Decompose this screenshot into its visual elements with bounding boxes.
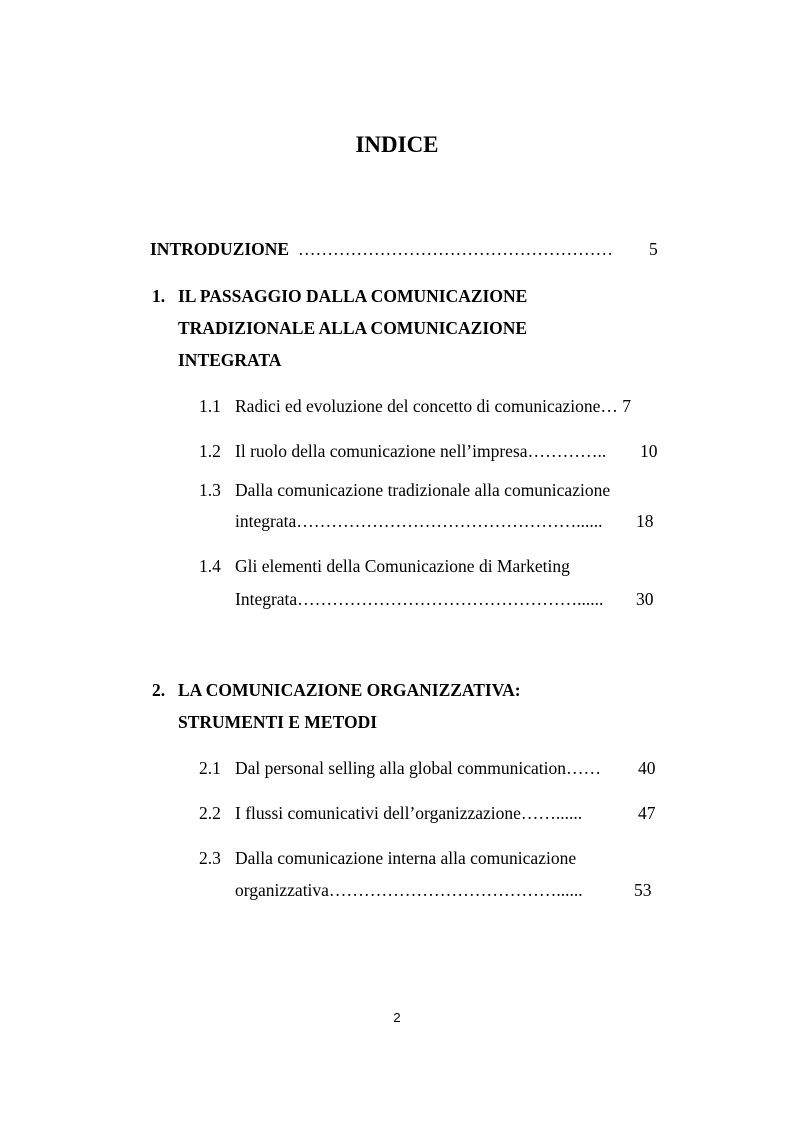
- chapter-title-line: IL PASSAGGIO DALLA COMUNICAZIONE: [178, 286, 528, 306]
- toc-leader-dots: ………………………………………………: [298, 239, 613, 259]
- chapter-number: 1.: [152, 286, 166, 306]
- chapter-title-line: LA COMUNICAZIONE ORGANIZZATIVA:: [178, 680, 521, 700]
- chapter-title-line: STRUMENTI E METODI: [178, 712, 378, 732]
- section-title: I flussi comunicativi dell’organizzazione……......: [235, 803, 583, 823]
- toc-page-number: 10: [640, 441, 658, 461]
- section-title: Il ruolo della comunicazione nell’impresa…………..: [235, 441, 607, 461]
- chapter-title-line: INTEGRATA: [178, 350, 282, 370]
- section-number: 2.2: [199, 803, 221, 823]
- toc-page-number: 53: [634, 880, 652, 900]
- section-number: 1.1: [199, 396, 221, 416]
- chapter-title-line: TRADIZIONALE ALLA COMUNICAZIONE: [178, 318, 528, 338]
- toc-page-number: 18: [636, 511, 654, 531]
- page-footer-number: 2: [393, 1010, 401, 1025]
- section-number: 1.2: [199, 441, 221, 461]
- chapter-number: 2.: [152, 680, 166, 700]
- section-title-continued: Integrata…………………………………………......: [235, 589, 604, 609]
- page-title: INDICE: [355, 132, 439, 157]
- section-number: 1.4: [199, 556, 221, 576]
- toc-page-number: 47: [638, 803, 656, 823]
- section-title: Gli elementi della Comunicazione di Marketing: [235, 556, 570, 576]
- section-number: 2.1: [199, 758, 221, 778]
- section-title: Dal personal selling alla global communication……: [235, 758, 601, 778]
- toc-label: INTRODUZIONE: [150, 239, 290, 259]
- section-number: 1.3: [199, 480, 221, 500]
- toc-page-number: 5: [649, 239, 658, 259]
- section-title-continued: organizzativa…………………………………......: [235, 880, 583, 900]
- section-title: Dalla comunicazione tradizionale alla comunicazione: [235, 480, 611, 500]
- toc-page-number: 40: [638, 758, 656, 778]
- section-title-continued: integrata…………………………………………......: [235, 511, 603, 531]
- section-number: 2.3: [199, 848, 221, 868]
- toc-page-number: 30: [636, 589, 654, 609]
- section-title: Radici ed evoluzione del concetto di comunicazione… 7: [235, 396, 632, 416]
- section-title: Dalla comunicazione interna alla comunicazione: [235, 848, 577, 868]
